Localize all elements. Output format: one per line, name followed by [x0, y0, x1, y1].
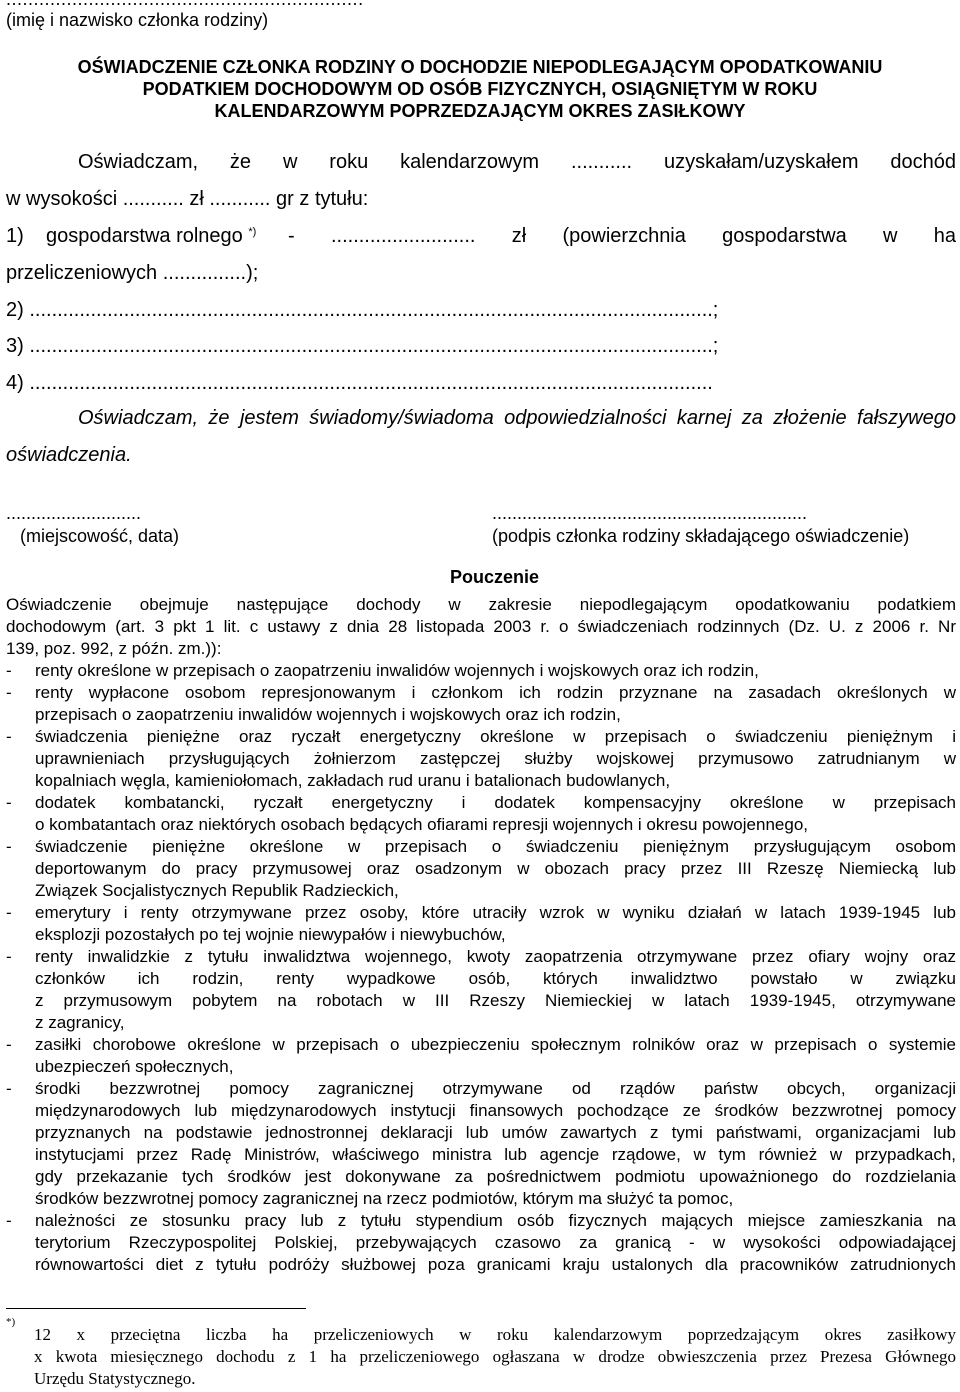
pouczenie-intro — [6, 594, 956, 660]
list-item — [6, 946, 956, 1034]
footnote-line: 12 x przeciętna liczba ha przeliczeniowych w roku kalendarzowym poprzedzającym okres zasiłkowy — [34, 1325, 956, 1344]
pouczenie-intro-line: Oświadczenie obejmuje następujące dochody w zakresie niepodlegającym opodatkowaniu podatkiem — [6, 595, 956, 614]
document-title — [6, 56, 954, 122]
list-item-line: eksplozji pozostałych po tej wojnie niewypałów i niewybuchów, — [35, 925, 506, 944]
footnote-separator — [6, 1308, 306, 1309]
list-item-line: z przymusowym pobytem na robotach w III Rzeszy Niemieckiej w latach 1939-1945, otrzymywane — [35, 991, 956, 1010]
pouczenie-intro-line: dochodowym (art. 3 pkt 1 lit. c ustawy z dnia 28 listopada 2003 r. o świadczeniach rodzinnych (Dz. U. z 2006 r. Nr — [6, 617, 956, 636]
list-item — [6, 902, 956, 946]
list-item-line: emerytury i renty otrzymywane przez osoby, które utraciły wzrok w wyniku działań w latach 1939-1945 lub — [35, 903, 956, 922]
place-date-dots: ........................... — [6, 503, 142, 523]
list-item-line: renty określone w przepisach o zaopatrzeniu inwalidów wojennych i wojskowych oraz ich rodzin, — [35, 661, 759, 680]
place-date-label: (miejscowość, data) — [20, 526, 180, 546]
list-item-line: przyznanych na podstawie jednostronnej deklaracji lub umów zawartych z tymi państwami, organizacjami lub — [35, 1123, 956, 1142]
list-item-line: kopalniach węgla, kamieniołomach, zakładach rud uranu i batalionach budowlanych, — [35, 771, 671, 790]
title-line-1: OŚWIADCZENIE CZŁONKA RODZINY O DOCHODZIE NIEPODLEGAJĄCYM OPODATKOWANIU — [77, 57, 883, 77]
declaration-line-1: Oświadczam, że w roku kalendarzowym ........... uzyskałam/uzyskałem dochód — [78, 151, 956, 173]
list-item-line: członków ich rodzin, renty wypadkowe osób, których inwalidztwo powstało w związku — [35, 969, 956, 988]
list-item-line: renty inwalidzkie z tytułu inwalidztwa wojennego, kwoty zaopatrzenia otrzymywane przez ofiary wojny oraz — [35, 947, 956, 966]
list-bullet: - — [6, 837, 12, 856]
item-1-number: 1) — [6, 225, 24, 247]
list-item — [6, 792, 956, 836]
list-bullet: - — [6, 903, 12, 922]
item-4: 4) ........................................................................................................................... — [6, 372, 713, 394]
list-bullet: - — [6, 947, 12, 966]
signature-label: (podpis członka rodziny składającego oświadczenie) — [492, 526, 910, 546]
list-item-line: o kombatantach oraz niektórych osobach będących ofiarami represji wojennych i okresu powojennego, — [35, 815, 808, 834]
declaration-line-2: w wysokości ........... zł ........... gr z tytułu: — [6, 188, 369, 210]
list-bullet: - — [6, 1211, 12, 1230]
pouczenie-heading: Pouczenie — [450, 567, 540, 587]
list-item — [6, 660, 956, 682]
list-item-line: z zagranicy, — [35, 1013, 125, 1032]
list-bullet: - — [6, 661, 12, 680]
list-item-line: należności ze stosunku pracy lub z tytułu stypendium osób fizycznych mających miejsce zamieszkania na — [35, 1211, 956, 1230]
list-item-line: deportowanym do pracy przymusowej oraz osadzonym w obozach pracy przez III Rzeszę Niemiecką lub — [35, 859, 956, 878]
item-1-area: przeliczeniowych ...............); — [6, 262, 259, 284]
list-item-line: środki bezzwrotnej pomocy zagranicznej otrzymywane od rządów państw obcych, organizacji — [35, 1079, 956, 1098]
list-item-line: Związek Socjalistycznych Republik Radzieckich, — [35, 881, 399, 900]
footnote-text — [34, 1324, 956, 1390]
list-item-line: terytorium Rzeczypospolitej Polskiej, przebywających czasowo za granicą - w wysokości odpowiadającej — [35, 1233, 956, 1252]
list-item-line: świadczenie pieniężne określone w przepisach o świadczeniu pieniężnym przysługującym osobom — [35, 837, 956, 856]
list-item — [6, 1034, 956, 1078]
list-item — [6, 682, 956, 726]
name-label: (imię i nazwisko członka rodziny) — [6, 10, 269, 30]
list-item-line: dodatek kombatancki, ryczałt energetyczny i dodatek kompensacyjny określone w przepisach — [35, 793, 956, 812]
title-line-2: PODATKIEM DOCHODOWYM OD OSÓB FIZYCZNYCH, OSIĄGNIĘTYM W ROKU — [142, 79, 818, 99]
list-item-line: uprawnieniach przysługujących żołnierzom zastępczej służby wojskowej przymusowo zatrudnianym w — [35, 749, 956, 768]
list-bullet: - — [6, 683, 12, 702]
footnote-ref: *) — [248, 226, 257, 238]
list-item-line: równowartości diet z tytułu podróży służbowej poza granicami kraju ustalonych dla pracowników zatrudnionych — [35, 1255, 956, 1274]
item-3: 3) ...........................................................................................................................; — [6, 335, 719, 357]
list-item-line: instytucjami przez Radę Ministrów, właściwego ministra lub agencje rządowe, w tym również w przypadkach, — [35, 1145, 956, 1164]
statement-line-1: Oświadczam, że jestem świadomy/świadoma odpowiedzialności karnej za złożenie fałszywego — [78, 407, 956, 429]
list-item-line: przepisach o zaopatrzeniu inwalidów wojennych i wojskowych oraz ich rodzin, — [35, 705, 621, 724]
item-1-value: - .......................... zł (powierzchnia gospodarstwa w ha — [288, 225, 956, 247]
list-item — [6, 1078, 956, 1210]
list-bullet: - — [6, 1035, 12, 1054]
list-item-line: renty wypłacone osobom represjonowanym i członkom ich rodzin przyznane na zasadach określonych w — [35, 683, 956, 702]
title-line-3: KALENDARZOWYM POPRZEDZAJĄCYM OKRES ZASIŁKOWY — [214, 101, 746, 121]
footnote-line: Urzędu Statystycznego. — [34, 1369, 196, 1388]
list-item — [6, 836, 956, 902]
list-bullet: - — [6, 727, 12, 746]
pouczenie-list — [6, 660, 956, 1276]
pouczenie-body — [6, 594, 956, 1276]
list-item-line: środków bezzwrotnej pomocy zagranicznej na rzecz podmiotów, którym ma służyć ta pomoc, — [35, 1189, 734, 1208]
list-bullet: - — [6, 1079, 12, 1098]
list-bullet: - — [6, 793, 12, 812]
list-item-line: międzynarodowych lub międzynarodowych instytucji finansowych pochodzące ze środków bezzwrotnej pomocy — [35, 1101, 956, 1120]
list-item — [6, 1210, 956, 1276]
signature-dots: ............................................................... — [492, 503, 808, 523]
footnote-mark: *) — [6, 1316, 16, 1328]
list-item-line: świadczenia pieniężne oraz ryczałt energetyczny określone w przepisach o świadczeniu pieniężnym i — [35, 727, 956, 746]
item-2: 2) ...........................................................................................................................; — [6, 299, 719, 321]
footnote-line: x kwota miesięcznego dochodu z 1 ha przeliczeniowego ogłaszana w drodze obwieszczenia przez Prezesa Głównego — [34, 1347, 956, 1366]
pouczenie-intro-line: 139, poz. 992, z późn. zm.)): — [6, 639, 222, 658]
item-1-label: gospodarstwa rolnego *) — [46, 225, 257, 247]
statement-line-2: oświadczenia. — [6, 444, 132, 466]
list-item-line: gdy przekazanie tych środków jest dokonywane za pośrednictwem podmiotu upoważnionego do rozdzielania — [35, 1167, 956, 1186]
list-item-line: zasiłki chorobowe określone w przepisach o ubezpieczeniu społecznym rolników oraz w przepisach o systemie — [35, 1035, 956, 1054]
list-item — [6, 726, 956, 792]
list-item-line: ubezpieczeń społecznych, — [35, 1057, 234, 1076]
